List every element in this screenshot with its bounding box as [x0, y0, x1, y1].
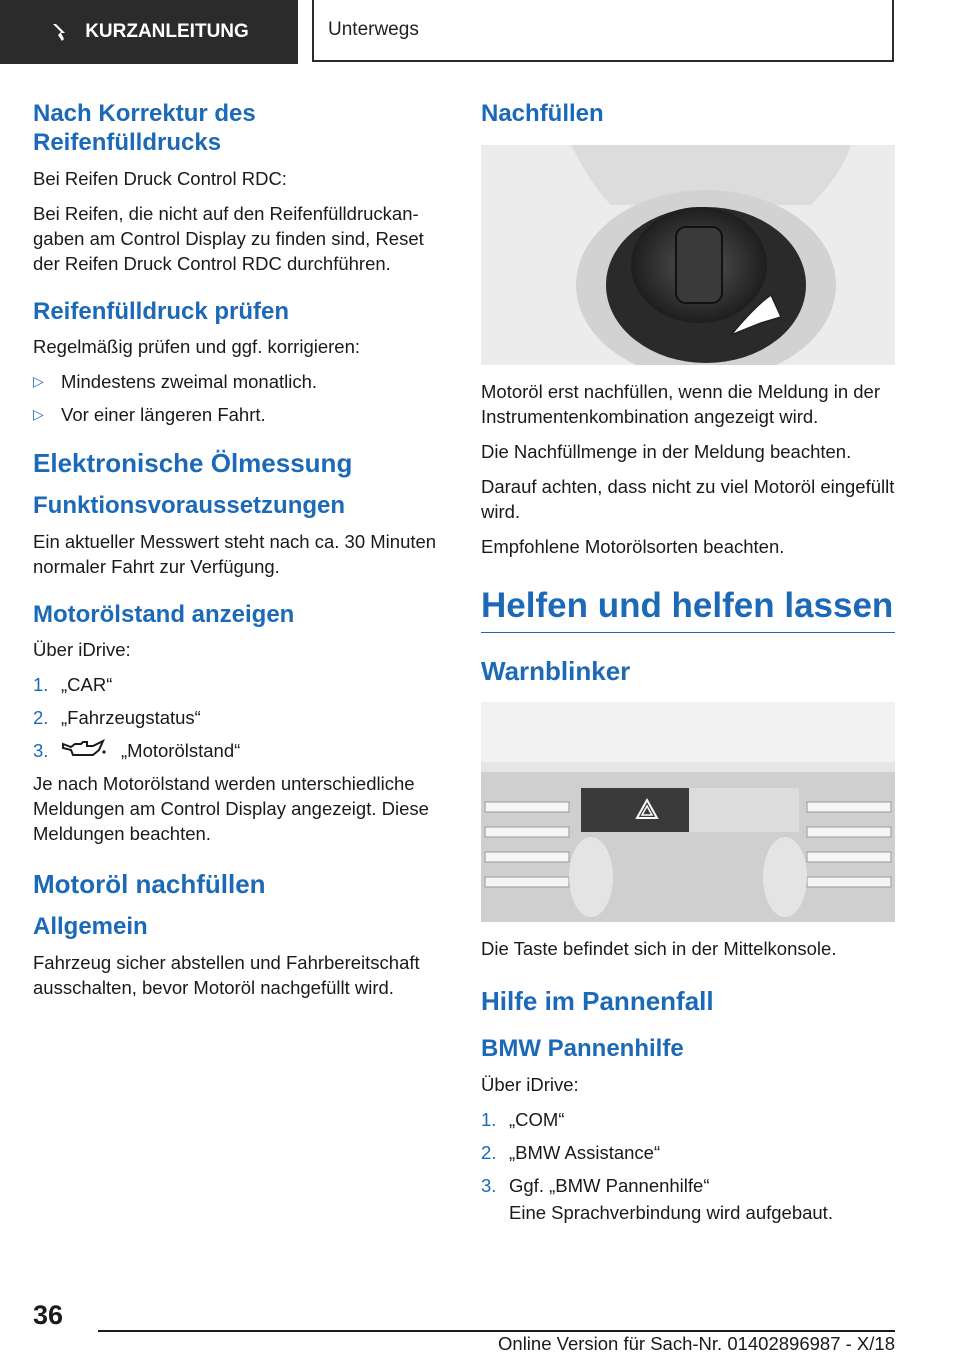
page-header: [0, 0, 960, 66]
paragraph: Regelmäßig prüfen und ggf. korrigieren:: [33, 336, 361, 358]
heading-nachfuellen: Motoröl nachfüllen: [33, 869, 266, 900]
heading-funktion: Funktionsvoraussetzungen: [33, 491, 346, 519]
paragraph: Je nach Motorölstand werden unterschiedliche Meldungen am Control Display angezeigt. Diese Meldungen beachten.: [33, 773, 429, 845]
triangle-bullet-icon: ▷: [33, 373, 44, 390]
triangle-bullet-icon: ▷: [33, 406, 44, 423]
paragraph: Bei Reifen, die nicht auf den Reifenfülldruckangaben am Control Display zu finden sind, Reset der Reifen Druck Control RDC durchführen.: [33, 202, 424, 274]
paragraph: Bei Reifen Druck Control RDC:: [33, 167, 287, 189]
paragraph: Die Nachfüllmenge in der Meldung beachten.: [481, 440, 852, 462]
oil-filler-cap-image: [481, 145, 895, 365]
paragraph: Empfohlene Motorölsorten beachten.: [481, 535, 785, 557]
footer-text: Online Version für Sach-Nr. 01402896987 - X/18: [498, 1333, 895, 1354]
heading-allgemein: Allgemein: [33, 912, 148, 940]
paragraph: Über iDrive:: [33, 639, 131, 661]
heading-bmw-pannenhilfe: BMW Pannenhilfe: [481, 1035, 684, 1063]
section-title: Unterwegs: [312, 0, 894, 62]
paragraph: Ein aktueller Messwert steht nach ca. 30 Minuten normaler Fahrt zur Verfügung.: [33, 530, 437, 577]
list-item: ▷ Mindestens zweimal monatlich.: [33, 371, 318, 393]
list-item: 3. Ggf. „BMW Pannenhilfe“: [481, 1175, 710, 1197]
left-column: [33, 100, 445, 1010]
paragraph: Motoröl erst nachfüllen, wenn die Meldung in der Instrumentenkombination angezeigt wird.: [481, 380, 881, 427]
hazard-button-image: [481, 702, 895, 922]
step-result: Eine Sprachverbindung wird aufgebaut.: [509, 1202, 833, 1224]
heading-panne: Hilfe im Pannenfall: [481, 985, 714, 1016]
list-item: 2. „BMW Assistance“: [481, 1142, 661, 1164]
list-item: 2. „Fahrzeugstatus“: [33, 707, 201, 729]
right-column: [481, 100, 895, 1225]
chapter-tab[interactable]: [0, 0, 298, 64]
heading-nachfuellen-right: Nachfüllen: [481, 100, 604, 127]
paragraph: Die Taste befindet sich in der Mittelkonsole.: [481, 937, 837, 959]
heading-oelmessung: Elektronische Ölmessung: [33, 448, 353, 479]
paragraph: Darauf achten, dass nicht zu viel Motoröl eingefüllt wird.: [481, 475, 895, 522]
paragraph: Fahrzeug sicher abstellen und Fahrbereitschaft ausschalten, bevor Motoröl nachgefüllt wird.: [33, 951, 420, 998]
paragraph: Über iDrive:: [481, 1074, 579, 1096]
list-item: 3. „Motorölstand“: [33, 740, 241, 762]
chapter-tab-label: KURZANLEITUNG: [85, 21, 249, 42]
oil-can-icon: [61, 738, 107, 760]
quick-guide-icon: [49, 21, 71, 43]
page-number: 36: [33, 1300, 64, 1330]
footer-divider: [98, 1330, 895, 1332]
heading-pruefen: Reifenfülldruck prüfen: [33, 297, 290, 325]
heading-helfen: Helfen und helfen lassen: [481, 583, 895, 634]
list-item: ▷ Vor einer längeren Fahrt.: [33, 404, 266, 426]
heading-warnblinker: Warnblinker: [481, 656, 631, 687]
heading-anzeigen: Motorölstand anzeigen: [33, 600, 295, 628]
list-item: 1. „COM“: [481, 1109, 565, 1131]
heading-korrektur: Nach Korrektur des Reifenfülldrucks: [33, 100, 256, 156]
list-item: 1. „CAR“: [33, 674, 113, 696]
